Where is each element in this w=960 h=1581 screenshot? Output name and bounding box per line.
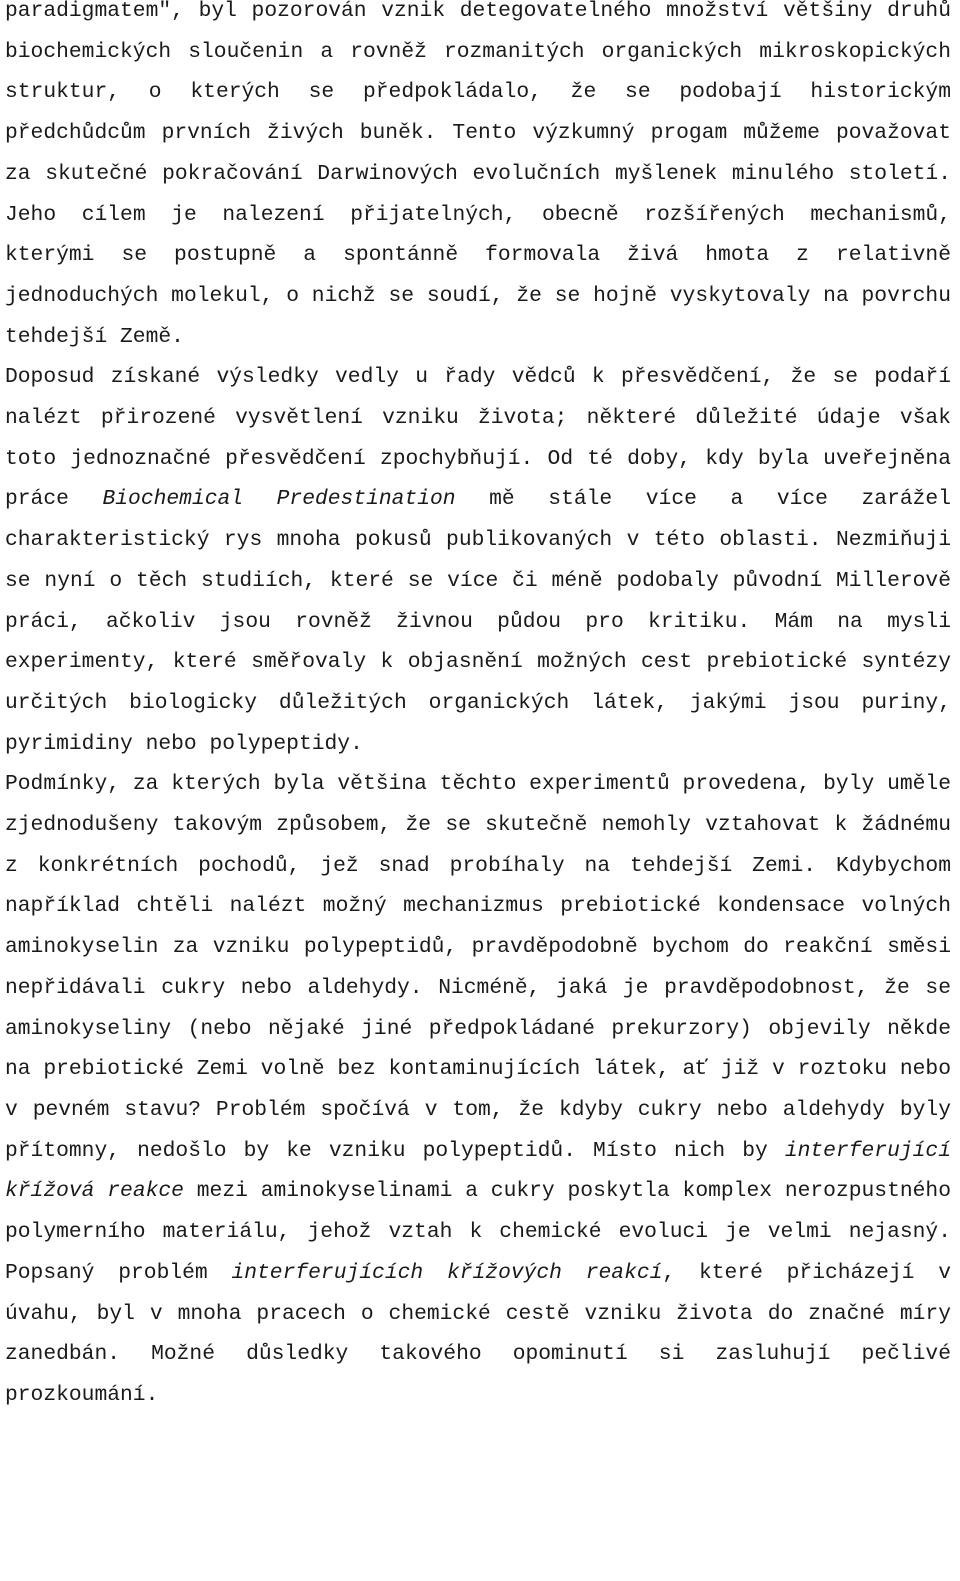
italic-term-cross-reaction: interferující křížová reakce	[5, 1138, 951, 1204]
italic-term-cross-reactions: interferujících křížových reakcí	[231, 1260, 663, 1285]
book-title-italic: Biochemical Predestination	[102, 487, 456, 512]
paragraph-2-text-end: mě stále více a více zarážel charakteristický rys mnoha pokusů publikovaných v této oblasti. Nezmiňuji se nyní o těch studiích, které se více či méně podobaly původní Millerově práci, ačkoliv jsou rovněž živnou půdou pro kritiku. Mám na mysli experimenty, které směřovaly k objasnění možných cest prebiotické syntézy určitých biologicky důležitých organických látek, jakými jsou puriny, pyrimidiny nebo polypeptidy.	[5, 487, 951, 756]
paragraph-2	[5, 357, 951, 764]
paragraph-1	[5, 0, 951, 357]
paragraph-3-text-middle: mezi aminokyselinami a cukry poskytla komplex nerozpustného polymerního materiálu, jehož vztah k chemické evoluci je velmi nejasný. Popsaný problém	[5, 1179, 951, 1285]
paragraph-1-text: paradigmatem", byl pozorován vznik detegovatelného množství většiny druhů biochemických sloučenin a rovněž rozmanitých organických mikroskopických struktur, o kterých se předpokládalo, že se podobají historickým předchůdcům prvních živých buněk. Tento výzkumný progam můžeme považovat za skutečné pokračování Darwinových evolučních myšlenek minulého století. Jeho cílem je nalezení přijatelných, obecně rozšířených mechanismů, kterými se postupně a spontánně formovala živá hmota z relativně jednoduchých molekul, o nichž se soudí, že se hojně vyskytovaly na povrchu tehdejší Země.	[5, 0, 951, 349]
paragraph-3	[5, 764, 951, 1415]
paragraph-3-text-end: , které přicházejí v úvahu, byl v mnoha pracech o chemické cestě vzniku života do značné míry zanedbán. Možné důsledky takového opominutí si zasluhují pečlivé prozkoumání.	[5, 1260, 951, 1407]
paragraph-3-text-start: Podmínky, za kterých byla většina těchto experimentů provedena, byly uměle zjednodušeny takovým způsobem, že se skutečně nemohly vztahovat k žádnému z konkrétních pochodů, jež snad probíhaly na tehdejší Zemi. Kdybychom například chtěli nalézt možný mechanizmus prebiotické kondensace volných aminokyselin za vzniku polypeptidů, pravděpodobně bychom do reakční směsi nepřidávali cukry nebo aldehydy. Nicméně, jaká je pravděpodobnost, že se aminokyseliny (nebo nějaké jiné předpokládané prekurzory) objevily někde na prebiotické Zemi volně bez kontaminujících látek, ať již v roztoku nebo v pevném stavu? Problém spočívá v tom, že kdyby cukry nebo aldehydy byly přítomny, nedošlo by ke vzniku polypeptidů. Místo nich by	[5, 772, 951, 1163]
paragraph-2-text-start: Doposud získané výsledky vedly u řady vědců k přesvědčení, že se podaří nalézt přirozené vysvětlení vzniku života; některé důležité údaje však toto jednoznačné přesvědčení zpochybňují. Od té doby, kdy byla uveřejněna práce	[5, 365, 951, 512]
